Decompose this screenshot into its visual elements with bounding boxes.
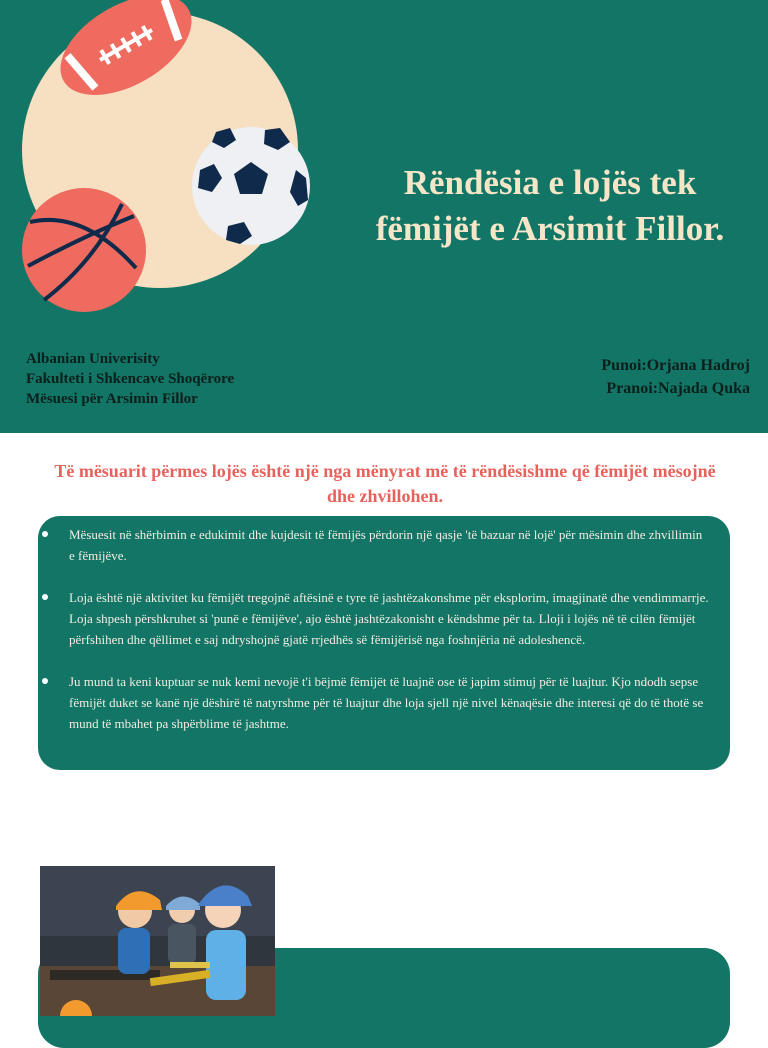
bullet-item [38, 671, 730, 734]
bullet-dot-icon [42, 678, 48, 684]
bullet-dot-icon [42, 594, 48, 600]
bullet-text: Loja është një aktivitet ku fëmijët tregojnë aftësinë e tyre të jashtëzakonshme për eksplorim, imagjinatë dhe vendimmarrje. Loja shpesh përshkruhet si 'punë e fëmijëve', ajo është jashtëzakonisht e këndshme për ta. Lloji i lojës në të cilën fëmijët përfshihen dhe qëllimet e saj ndryshojnë gjatë rrjedhës së fëmijërisë nga foshnjëria në adoleshencë. [69, 590, 709, 647]
soccer-ball-icon [192, 127, 310, 245]
title-slide [0, 0, 768, 433]
bullet-list [38, 524, 730, 755]
sports-balls-illustration [0, 0, 330, 330]
bullet-text: Ju mund ta keni kuptuar se nuk kemi nevojë t'i bëjmë fëmijët të luajnë ose të japim stimuj për të luajtur. Kjo ndodh sepse fëmijët duket se kanë një dëshirë të natyrshme për të luajtur dhe loja sjell një nivel kënaqësie dhe interesi që do të thotë se mund të mbahet pa shpërblime të jashtme. [69, 674, 704, 731]
faculty-name: Fakulteti i Shkencave Shoqërore [26, 371, 235, 387]
university-name: Albanian Univerisity [26, 351, 160, 367]
supervisor-credit: Pranoi:Najada Quka [606, 380, 750, 397]
author-credit: Punoi:Orjana Hadroj [601, 357, 750, 374]
section-heading: Të mësuarit përmes lojës është një nga mënyrat më të rëndësishme që fëmijët mësojnë dhe zhvillohen. [54, 461, 716, 506]
bullet-item [38, 524, 730, 566]
credits [601, 354, 750, 400]
content-card [38, 516, 730, 770]
university-info [26, 349, 234, 409]
slide-title: Rëndësia e lojës tek fëmijët e Arsimit Fillor. [375, 163, 725, 248]
bullet-item [38, 587, 730, 650]
children-playing-photo [40, 866, 275, 1016]
photo-illustration [40, 866, 275, 1016]
basketball-icon [22, 188, 146, 312]
bullet-dot-icon [42, 531, 48, 537]
program-name: Mësuesi për Arsimin Fillor [26, 391, 198, 407]
bullet-text: Mësuesit në shërbimin e edukimit dhe kujdesit të fëmijës përdorin një qasje 'të bazuar në lojë' për mësimin dhe zhvillimin e fëmijëve. [69, 527, 703, 563]
